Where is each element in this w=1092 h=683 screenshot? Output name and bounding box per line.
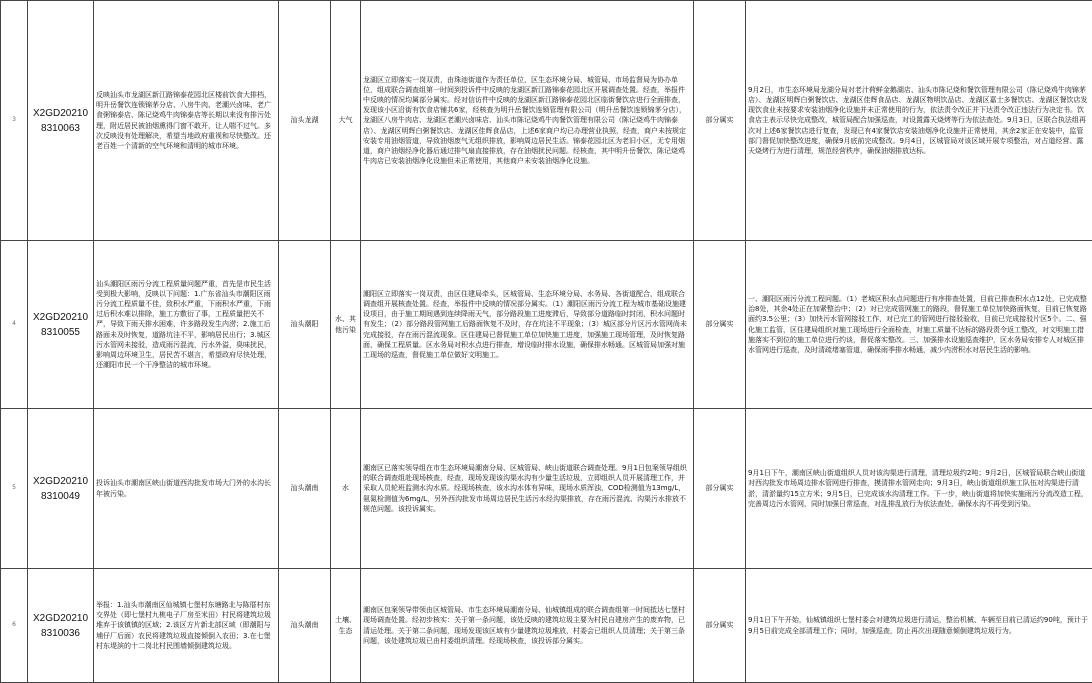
table-row <box>1 409 1092 569</box>
complaint-content: 举报：1.汕头市潮南区仙城镇七堡村东塘路北与陈厝村东交界处（即七堡村九桃电子厂房至米田）村民将建筑垃圾堆弃于该镇镇的区域；2.该区方片新北部区域（即潮阳与埔仔厂后面）农民将建筑垃圾直接倾倒入农田；3.在七堡村东堤滨的十二岗北村民围墙倾倒建筑垃圾。 <box>94 569 279 683</box>
district: 汕头潮南 <box>279 409 331 569</box>
pollution-type: 土壤、生态 <box>331 569 361 683</box>
row-number: 5 <box>1 409 28 569</box>
row-number: 6 <box>1 569 28 683</box>
case-code: X2GD20210 8310049 <box>28 409 94 569</box>
district: 汕头潮南 <box>279 569 331 683</box>
case-code: X2GD20210 8310055 <box>28 241 94 409</box>
row-number: 4 <box>1 241 28 409</box>
row-number: 3 <box>1 1 28 241</box>
complaint-content: 反映汕头市龙湖区新江路锦泰花园北区楼前饮食大排档，明升岳餐饮连锁锦茅分店、八房牛肉、老潮兴卤味、老广食粥锦泰店、陈记烧鸡牛肉锦泰店等长期以来没有排污处理，附近居民被油烟熏得门窗不敢开，让人喘不过气。多次反映没有处理解决，希望当地政府重视和尽快整改。还老百姓一个清新的空气环境和清明的城市环境。 <box>94 1 279 241</box>
verification-status: 潮南区已落实领导组在市生态环境局潮南分局、区城管局、峡山街道联合调查处理。9月1日包案领导组织的联合调查组赴现场核查，经查，现场发现该沟渠水沟有少量生活垃圾，立即组织人员开展清理工作，并采取人员轮班监测水沟水质。经现场核查，该水沟水体有异味，现场水质浑浊，COD检测值为13mg/L，氨氮检测值为6mg/L，另外西沟批发市场周边居民生活污水经沟渠排放，存在雨污混流、沟渠污水排放不规范问题。该投诉属实。 <box>361 409 694 569</box>
verify-result: 部分属实 <box>694 241 746 409</box>
complaint-content: 投诉汕头市潮南区峡山街道西沟批发市场大门外的水沟长年被污染。 <box>94 409 279 569</box>
handling-rectification: 9月2日，市生态环境局龙湖分局对老汁荷鲜金鹅湖店、汕头市陈记烧和餐饮管理有限公司（陈记烧鸡牛肉锦茅店）、龙湖区明辉白粥餐饮店、龙湖区佳辉食品店、龙湖区物明饮品店、龙湖区嘉士多餐饮店、龙湖区餐饮店发现饮食业未按要求安装油烟净化设施并未正常使用的行为，依法责令改正并下达责令改正违法行为决定书。饮食店主表示尽快完成整改，城管局配合加强巡查，对设置露天烧烤等行为依法查处。9月3日，区联合执法组再次对上述6家餐饮店进行复查，发现已有4家餐饮店安装油烟净化设施并正常使用，其余2家正在安装中，监管部门督促加快整改进度，确保9月底前完成整改。9月4日，区城管局对该区域开展专项整治，对占道经营、露天烧烤行为进行清理，规范经营秩序，确保油烟排放达标。 <box>746 1 1092 241</box>
table-row <box>1 1 1092 241</box>
handling-rectification: 9月1日下午，潮南区峡山街道组织人员对该沟渠进行清理，清理垃圾约2吨；9月2日，区城管局联合峡山街道对西沟批发市场周边排水管网进行排查，摸清排水管网走向；9月3日，峡山街道组织施工队伍对沟渠进行清淤，清淤量约15立方米；9月5日，已完成该水沟清理工作。下一步，峡山街道将加快实施雨污分流改造工程，完善周边污水管网，同时加强日常巡查，对乱排乱放行为依法查处，确保水沟不再受到污染。 <box>746 409 1092 569</box>
district: 汕头潮阳 <box>279 241 331 409</box>
case-code: X2GD20210 8310063 <box>28 1 94 241</box>
table-row <box>1 241 1092 409</box>
table-row <box>1 569 1092 683</box>
verify-result: 部分属实 <box>694 409 746 569</box>
pollution-type: 水 <box>331 409 361 569</box>
district: 汕头龙湖 <box>279 1 331 241</box>
pollution-type: 大气 <box>331 1 361 241</box>
complaint-content: 汕头潮阳区雨污分流工程质量问题严重，首先是市民生活受到极大影响，反映以下问题：1.广东省汕头市潮阳区雨污分流工程质量不佳，致积水严重，下雨积水严重，下雨过后积水难以排除，施工方敷衍了事，工程质量把关不严，导致下雨天排水困难，许多路段发生内涝；2.施工后路面未及时恢复，道路坑洼不平，影响居民出行；3.城区污水管网未接驳，造成雨污混流，污水外溢，臭味扰民，影响周边环境卫生，居民苦不堪言，希望政府尽快处理，还潮阳市民一个干净整洁的城市环境。 <box>94 241 279 409</box>
verification-status: 潮阳区立即落实一岗双责，由区住建局牵头，区城管局、生态环境分局、水务局、各街道配合，组成联合调查组开展核查处置。经查，举报件中反映的情况部分属实。（1）潮阳区雨污分流工程为城市基础设施建设项目，由于施工期间遇到连续降雨天气，部分路段施工进度滞后，导致部分道路临时封闭，积水问题时有发生；（2）部分路段管网施工后路面恢复不及时，存在坑洼不平现象；（3）城区部分片区污水管网尚未完成接驳，存在雨污混流现象。区住建局已督促施工单位加快施工进度，加强施工现场管理，及时恢复路面，确保工程质量。区水务局对积水点进行排查，增设临时排水设施，确保排水畅通。区城管局加强对施工现场的巡查，督促施工单位做好文明施工。 <box>361 241 694 409</box>
handling-rectification: 9月1日下午开始，仙城镇组织七堡村委会对建筑垃圾进行清运，整治机械、车辆至目前已清运约90吨，预计于9月5日前完成全部清理工作；同时，加强巡查，防止再次出现随意倾倒建筑垃圾行为。 <box>746 569 1092 683</box>
verification-status: 潮南区包案领导带领由区城管局、市生态环境局潮南分局、仙城镇组成的联合调查组第一时间抵达七堡村现场调查处置。经初步核实：关于第一条问题，该处反映的建筑垃圾主要为村民自建房产生的废弃物，已清运处理。关于第二条问题，现场发现该区域有少量建筑垃圾堆放，村委会已组织人员清理；关于第三条问题，该处建筑垃圾已由村委组织清理。经现场核查，该投诉部分属实。 <box>361 569 694 683</box>
verify-result: 部分属实 <box>694 569 746 683</box>
case-code: X2GD20210 8310036 <box>28 569 94 683</box>
verification-status: 龙湖区立即落实一岗双责，由珠池街道作为责任单位，区生态环境分局、城管局、市场监督局为协办单位，组成联合调查组第一时间到投诉件中反映的龙湖区新江路锦泰花园北区开展调查处置。经查，举报件中反映的情况均属部分属实。经对信访件中反映的龙湖区新江路锦泰花园北区临街餐饮店进行全面排查，发现该小区沿街有饮食店铺共6家，经核查为明升岳餐饮连锁管理有限公司（明升岳餐饮连锁锦茅分店），龙湖区八房牛肉店、龙湖区老潮兴卤味店、汕头市陈记烧鸡牛肉餐饮管理有限公司（陈记烧鸡牛肉锦泰店）、龙湖区明辉白粥餐饮店、龙湖区佳辉食品店，上述6家商户均已办理营业执照，经查，商户未按规定安装专用油烟管道，导致油烟废气无组织排放，影响周边居民生活。锦泰花园北区为老旧小区，无专用烟道，商户油烟经净化器后通过排气扇直接排放，存在油烟扰民问题。经核查，其中明升岳餐饮、陈记烧鸡牛肉店已安装油烟净化设施但未正常使用，其他商户未安装油烟净化设施。 <box>361 1 694 241</box>
pollution-type: 水、其他污染 <box>331 241 361 409</box>
handling-rectification: 一、潮阳区雨污分流工程问题。（1）老城区积水点问题进行有序排查处置，目前已排查积水点12处，已完成整治8处，其余4处正在加紧整治中；（2）对已完成管网施工的路段，督促施工单位加快路面恢复，目前已恢复路面约3.5公里；（3）加快污水管网接驳工作，对已完工的管网进行接驳验收，目前已完成接驳片区5个。二、强化施工监管，区住建局组织对施工现场进行全面检查，对施工质量不达标的路段责令返工整改，对文明施工措施落实不到位的施工单位进行约谈，督促落实整改。三、加强排水设施巡查维护，区水务局安排专人对城区排水管网进行巡查，及时清疏堵塞管道，确保雨季排水畅通，减少内涝积水对居民生活的影响。 <box>746 241 1092 409</box>
verify-result: 部分属实 <box>694 1 746 241</box>
